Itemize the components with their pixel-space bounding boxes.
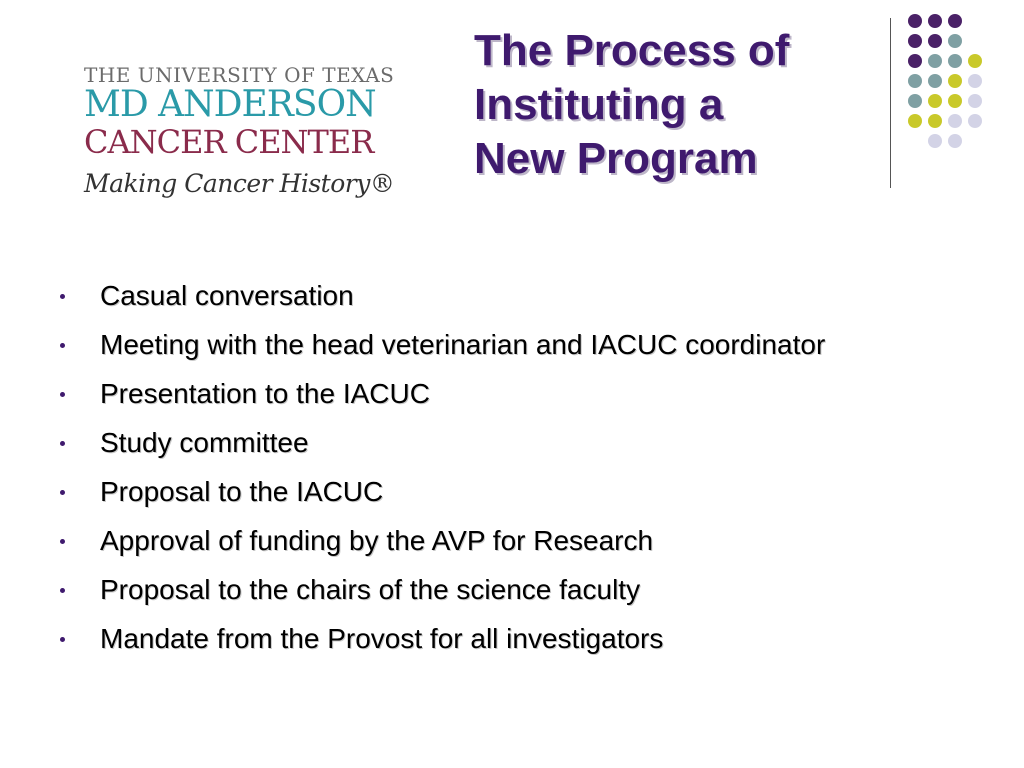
decorative-dot — [968, 94, 982, 108]
bullet-text: Proposal to the chairs of the science faculty — [100, 574, 641, 605]
decorative-dot — [948, 54, 962, 68]
title-divider — [890, 18, 891, 188]
bullet-text: Study committee — [100, 427, 309, 458]
list-item — [58, 474, 958, 509]
title-line-2: Instituting a — [474, 80, 724, 129]
bullet-icon — [60, 441, 65, 446]
bullet-icon — [60, 392, 65, 397]
bullet-text: Approval of funding by the AVP for Research — [100, 525, 654, 556]
bullet-icon — [60, 539, 65, 544]
list-item — [58, 278, 958, 313]
bullet-icon — [60, 294, 65, 299]
bullet-text: Mandate from the Provost for all investigators — [100, 623, 664, 654]
list-item — [58, 425, 958, 460]
decorative-dot — [928, 34, 942, 48]
decorative-dot — [908, 54, 922, 68]
list-item — [58, 572, 958, 607]
title-line-3: New Program — [474, 134, 758, 183]
decorative-dot — [948, 94, 962, 108]
decorative-dot — [948, 74, 962, 88]
bullet-icon — [60, 588, 65, 593]
decorative-dot — [908, 114, 922, 128]
bullet-text: Casual conversation — [100, 280, 354, 311]
title-line-1: The Process of — [474, 26, 790, 75]
bullet-list — [58, 278, 958, 670]
decorative-dot — [908, 94, 922, 108]
bullet-text: Meeting with the head veterinarian and IACUC coordinator — [100, 329, 826, 360]
logo-md-anderson-line: MD ANDERSON — [84, 84, 376, 125]
decorative-dot — [908, 74, 922, 88]
bullet-icon — [60, 343, 65, 348]
decorative-dot — [948, 34, 962, 48]
logo-university-line: THE UNIVERSITY OF TEXAS — [84, 63, 395, 87]
decorative-dot — [928, 54, 942, 68]
decorative-dot — [928, 74, 942, 88]
decorative-dot — [928, 14, 942, 28]
decorative-dot — [928, 94, 942, 108]
logo-cancer-center-line: CANCER CENTER — [84, 123, 374, 161]
md-anderson-logo — [84, 64, 414, 198]
bullet-text: Presentation to the IACUC — [100, 378, 430, 409]
bullet-icon — [60, 637, 65, 642]
list-item — [58, 523, 958, 558]
decorative-dot — [908, 14, 922, 28]
decorative-dot — [968, 54, 982, 68]
bullet-icon — [60, 490, 65, 495]
bullet-text: Proposal to the IACUC — [100, 476, 384, 507]
decorative-dot — [928, 114, 942, 128]
list-item — [58, 376, 958, 411]
decorative-dot — [928, 134, 942, 148]
decorative-dot — [948, 114, 962, 128]
list-item — [58, 327, 958, 362]
decorative-dot — [948, 134, 962, 148]
decorative-dot — [948, 14, 962, 28]
decorative-dot — [908, 34, 922, 48]
logo-tagline: Making Cancer History® — [84, 169, 395, 198]
list-item — [58, 621, 958, 656]
decorative-dot — [968, 74, 982, 88]
slide-title — [474, 24, 894, 186]
decorative-dot — [968, 114, 982, 128]
